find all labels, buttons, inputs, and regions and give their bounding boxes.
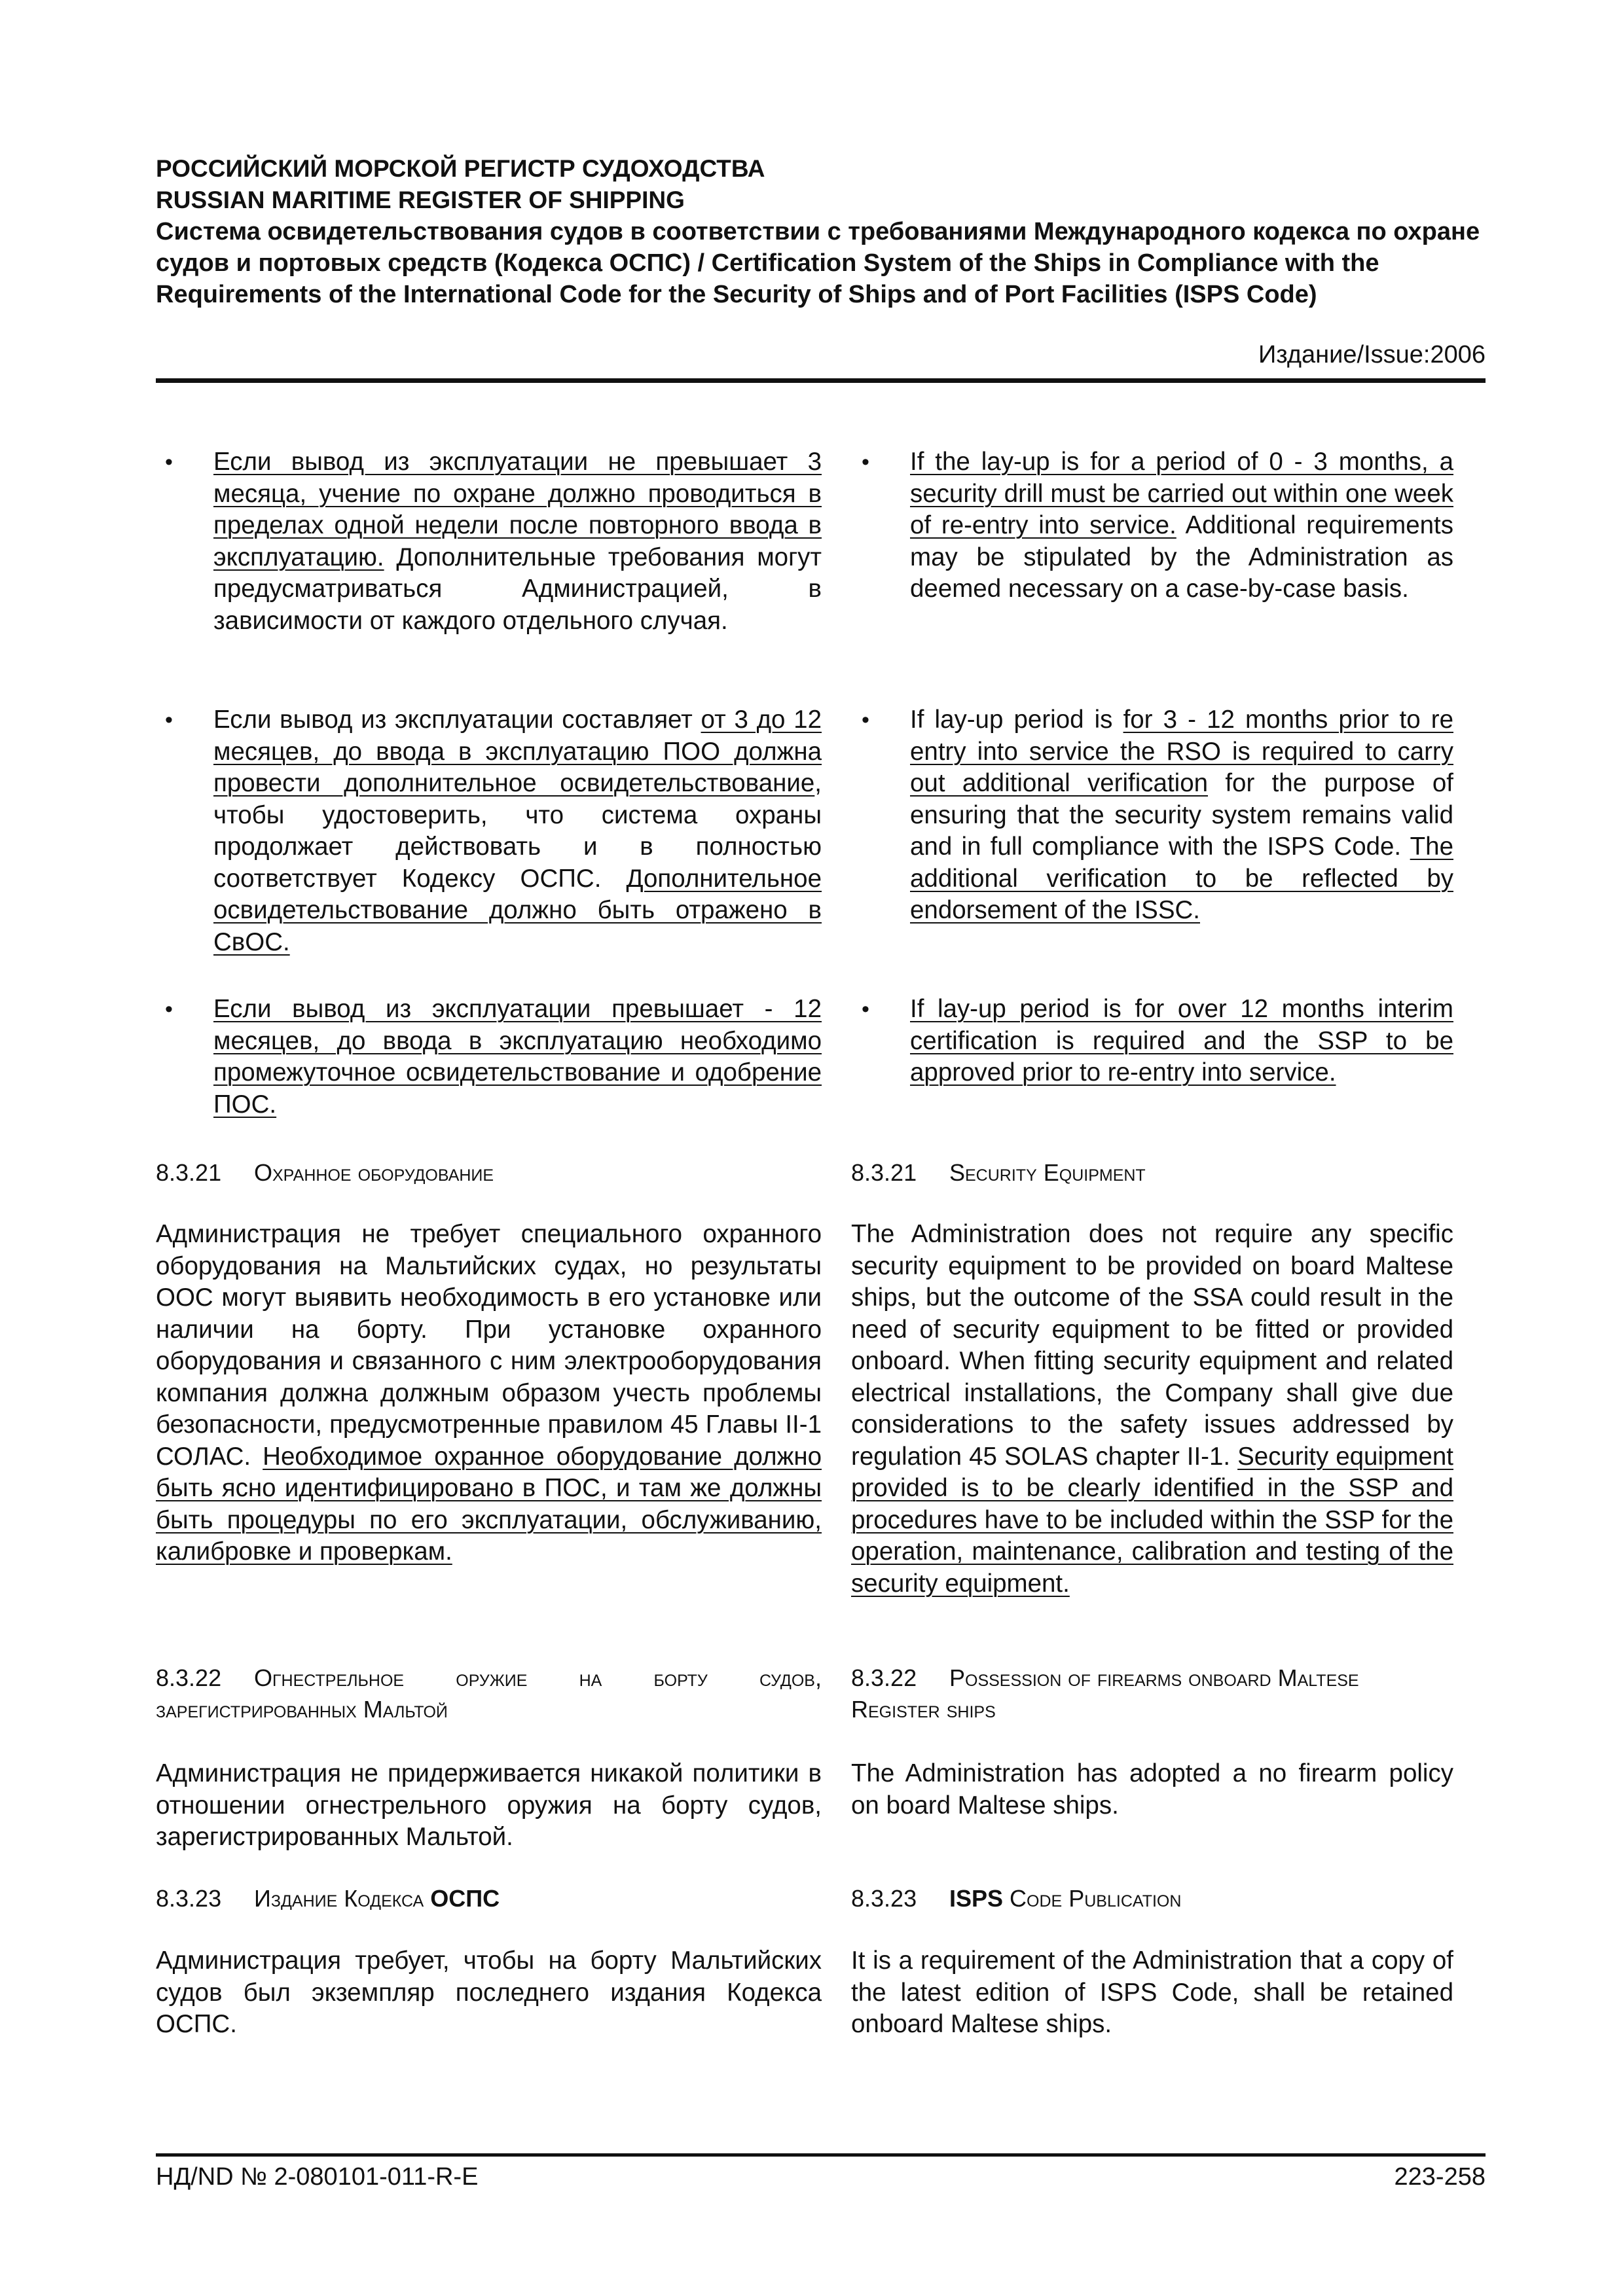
register-title-ru: РОССИЙСКИЙ МОРСКОЙ РЕГИСТР СУДОХОДСТВА: [156, 155, 765, 182]
document-subtitle: Система освидетельствования судов в соответствии с требованиями Международного кодекса по охране судов и портовых средств (Кодекса ОСПС) / Certification System of the Ships in Compliance with the Requirements of the International Code for the Security of Ships and of Port Facilities (ISPS Code): [156, 218, 1480, 308]
bullet-icon: •: [862, 708, 869, 732]
section-title: Security Equipment: [949, 1159, 1146, 1186]
footer-rule: [156, 2153, 1486, 2157]
bullet-text-underlined: The additional verification to be reflected by endorsement of the ISSC.: [910, 833, 1453, 924]
bullet-item: [851, 994, 1453, 1124]
paragraph-text: The Administration does not require any specific security equipment to be provided on board Maltese ships, but the outcome of the SSA could result in the need of security equipment to be fitted or provided onboard. When fitting security equipment and related electrical installations, the Company shall give due considerations to the safety issues addressed by regulation 45 SOLAS chapter II-1.: [851, 1220, 1453, 1471]
bullet-text-underlined: Если вывод из эксплуатации не превышает 3 месяца, учение по охране должно проводиться в пределах одной недели после повторного ввода в эксплуатацию.: [213, 448, 822, 571]
section-heading: [156, 1883, 822, 1914]
bullet-icon: •: [862, 450, 869, 475]
section-number: 8.3.23: [851, 1885, 917, 1912]
section-paragraph: It is a requirement of the Administration that a copy of the latest edition of ISPS Code, shall be retained onboard Maltese ships.: [851, 1946, 1453, 2038]
section-heading: [851, 1662, 1453, 1725]
bullet-item: [156, 994, 822, 1124]
section-heading: [851, 1883, 1453, 1914]
bullet-text-underlined: for 3 - 12 months prior to re entry into service the RSO is required to carry out additional verification: [910, 706, 1453, 797]
section-number: 8.3.22: [156, 1664, 222, 1691]
bullet-text-underlined: Дополнительное освидетельствование должно быть отражено в СвОС.: [213, 864, 822, 956]
header: [156, 153, 1485, 310]
paragraph-text-underlined: Необходимое охранное оборудование должно быть ясно идентифицировано в ПОС, и там же должны быть процедуры по его эксплуатации, обслуживанию, калибровке и проверкам.: [156, 1442, 822, 1566]
section-heading: [156, 1662, 822, 1725]
document-number: НД/ND № 2-080101-011-R-E: [156, 2163, 479, 2191]
section-paragraph: [851, 1219, 1453, 1600]
section-title: Possession of firearms onboard Maltese Register ships: [851, 1664, 1359, 1723]
section-paragraph: Администрация требует, чтобы на борту Мальтийских судов был экземпляр последнего издания Кодекса ОСПС.: [156, 1946, 822, 2038]
section-heading: [851, 1157, 1453, 1189]
bullet-icon: •: [862, 997, 869, 1022]
section-paragraph: The Administration has adopted a no firearm policy on board Maltese ships.: [851, 1759, 1453, 1820]
bullet-text: , чтобы удостоверить, что система охраны продолжает действовать и в полностью соответствует Кодексу ОСПС.: [213, 769, 822, 893]
bullet-text: If lay-up period is: [910, 706, 1123, 734]
bullet-text-underlined: If the lay-up is for a period of 0 - 3 months, a security drill must be carried out within one week of re-entry into service.: [910, 448, 1453, 539]
bullet-text: Если вывод из эксплуатации составляет: [213, 706, 701, 734]
bullet-item: [851, 446, 1453, 643]
bullet-text: Дополнительные требования могут предусматриваться Администрацией, в зависимости от каждого отдельного случая.: [213, 543, 822, 635]
section-title-bold: ISPS: [949, 1885, 1004, 1912]
paragraph-text: Администрация не требует специального охранного оборудования на Мальтийских судах, но результаты ООС могут выявить необходимость в его установке или наличии на борту. При установке охранного оборудования и связанного с ним электрооборудования компания должна должным образом учесть проблемы безопасности, предусмотренные правилом 45 Главы II-1 СОЛАС.: [156, 1220, 822, 1471]
bullet-icon: •: [165, 708, 173, 732]
section-title: Code Publication: [1003, 1885, 1182, 1912]
section-title-bold: ОСПС: [430, 1885, 500, 1912]
bullet-icon: •: [165, 997, 173, 1022]
bullet-item: [851, 704, 1453, 966]
bullet-text: Additional requirements may be stipulated by the Administration as deemed necessary on a case-by-case basis.: [910, 511, 1453, 603]
section-paragraph: [156, 1219, 822, 1568]
register-title-en: RUSSIAN MARITIME REGISTER OF SHIPPING: [156, 187, 685, 213]
bullet-icon: •: [165, 450, 173, 475]
section-heading: [156, 1157, 822, 1189]
bullet-text-underlined: от 3 до 12 месяцев, до ввода в эксплуатацию ПОО должна провести дополнительное освидетельствование: [213, 706, 822, 797]
issue-label: Издание/Issue:2006: [1258, 341, 1486, 368]
section-title: Охранное оборудование: [254, 1159, 494, 1186]
section-paragraph: Администрация не придерживается никакой политики в отношении огнестрельного оружия на борту судов, зарегистрированных Мальтой.: [156, 1759, 822, 1851]
section-title: Издание Кодекса: [254, 1885, 431, 1912]
section-number: 8.3.22: [851, 1664, 917, 1691]
bullet-text: for the purpose of ensuring that the security system remains valid and in full compliance with the ISPS Code.: [910, 769, 1453, 861]
section-number: 8.3.21: [851, 1159, 917, 1186]
page-number: 223-258: [1394, 2163, 1486, 2191]
paragraph-text-underlined: Security equipment provided is to be clearly identified in the SSP and procedures have to be included within the SSP for the operation, maintenance, calibration and testing of the security equipment.: [851, 1442, 1454, 1598]
bullet-item: [156, 704, 822, 966]
bullet-text-underlined: Если вывод из эксплуатации превышает - 12 месяцев, до ввода в эксплуатацию необходимо промежуточное освидетельствование и одобрение ПОС.: [213, 995, 822, 1119]
header-rule: [156, 378, 1486, 383]
bullet-text-underlined: If lay-up period is for over 12 months interim certification is required and the SSP to be approved prior to re-entry into service.: [910, 995, 1453, 1086]
section-number: 8.3.23: [156, 1885, 222, 1912]
section-number: 8.3.21: [156, 1159, 222, 1186]
section-title: Огнестрельное оружие на борту судов, зарегистрированных Мальтой: [156, 1664, 822, 1723]
bullet-item: [156, 446, 822, 669]
